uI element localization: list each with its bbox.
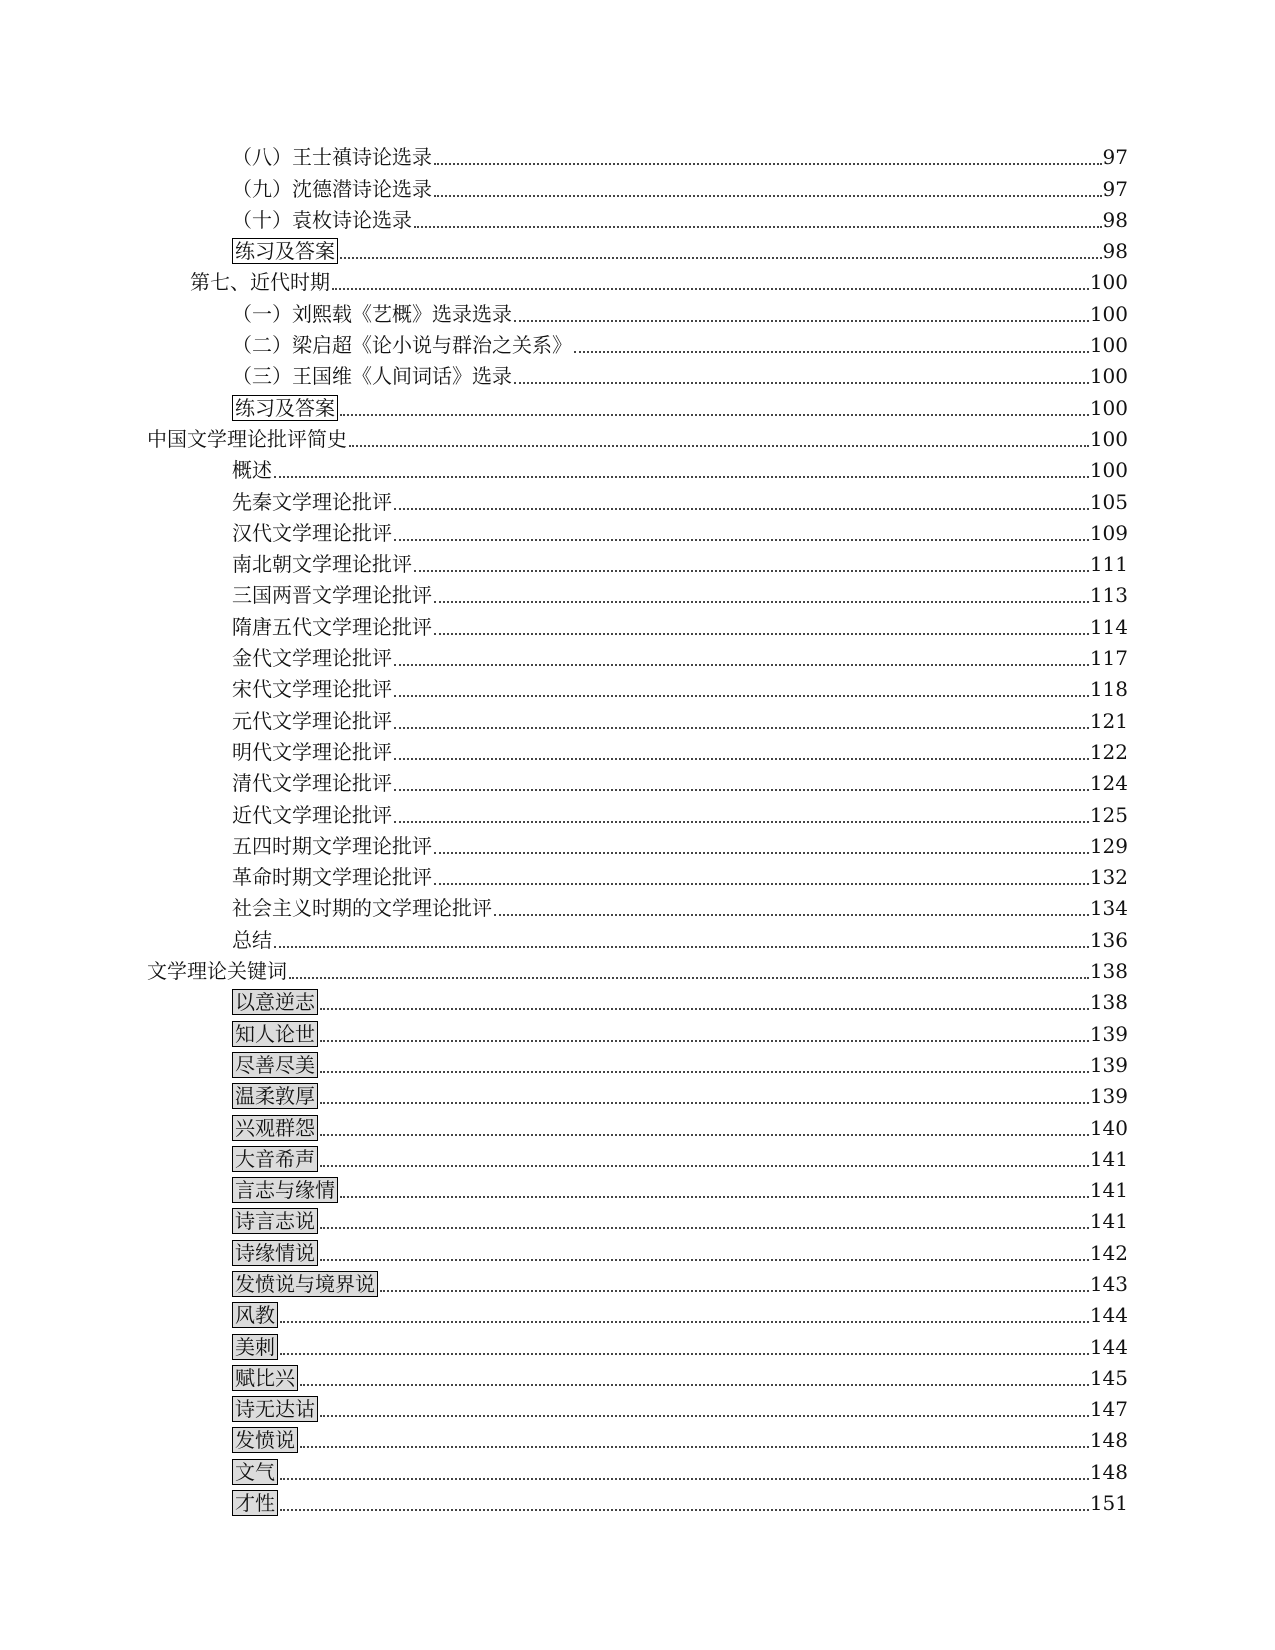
toc-entry-page-number[interactable]: 134 [1089, 896, 1128, 921]
toc-entry[interactable] [0, 828, 1275, 859]
dot-leader [340, 1196, 1089, 1198]
toc-entry-title[interactable]: 近代文学理论批评 [232, 802, 392, 827]
toc-entry[interactable] [0, 1297, 1275, 1328]
toc-entry-page-number[interactable]: 145 [1089, 1365, 1128, 1390]
dot-leader [434, 195, 1102, 197]
toc-entry-title[interactable]: 金代文学理论批评 [232, 646, 392, 671]
dot-leader [320, 1165, 1089, 1167]
dot-leader [574, 351, 1089, 353]
toc-entry-title[interactable]: 南北朝文学理论批评 [232, 552, 412, 577]
toc-entry[interactable] [0, 327, 1275, 358]
toc-entry-page-number[interactable]: 141 [1089, 1146, 1128, 1171]
toc-entry-title[interactable]: 第七、近代时期 [190, 270, 330, 295]
toc-entry[interactable] [0, 1047, 1275, 1078]
toc-entry-page-number[interactable]: 100 [1089, 301, 1128, 326]
toc-entry-page-number[interactable]: 98 [1102, 239, 1128, 264]
toc-entry-title[interactable]: 大音希声 [232, 1146, 318, 1172]
toc-entry-page-number[interactable]: 139 [1089, 1052, 1128, 1077]
toc-entry[interactable] [0, 1015, 1275, 1046]
dot-leader [320, 1008, 1089, 1010]
toc-entry-page-number[interactable]: 118 [1089, 677, 1128, 702]
toc-entry-title[interactable]: （九）沈德潜诗论选录 [232, 176, 432, 201]
toc-entry-page-number[interactable]: 141 [1089, 1178, 1128, 1203]
toc-entry-page-number[interactable]: 100 [1089, 458, 1128, 483]
dot-leader [380, 1290, 1089, 1292]
dot-leader [434, 163, 1102, 165]
toc-entry-page-number[interactable]: 97 [1102, 145, 1128, 170]
dot-leader [340, 257, 1102, 259]
toc-entry[interactable] [0, 796, 1275, 827]
toc-entry-title[interactable]: 中国文学理论批评简史 [147, 426, 347, 451]
toc-entry-title[interactable]: 以意逆志 [232, 989, 318, 1015]
toc-entry[interactable] [0, 202, 1275, 233]
toc-entry-title[interactable]: 赋比兴 [232, 1365, 298, 1391]
toc-entry-page-number[interactable]: 138 [1089, 990, 1128, 1015]
toc-entry-page-number[interactable]: 144 [1089, 1303, 1128, 1328]
toc-entry-title[interactable]: 练习及答案 [232, 395, 338, 421]
dot-leader [394, 789, 1089, 791]
toc-entry[interactable] [0, 1109, 1275, 1140]
toc-entry-title[interactable]: 总结 [232, 927, 272, 952]
toc-entry-title[interactable]: 才性 [232, 1490, 278, 1516]
toc-entry[interactable] [0, 1360, 1275, 1391]
toc-entry[interactable] [0, 953, 1275, 984]
dot-leader [349, 445, 1089, 447]
toc-entry-title[interactable]: 知人论世 [232, 1021, 318, 1047]
toc-entry-page-number[interactable]: 105 [1089, 489, 1128, 514]
toc-entry-title[interactable]: 清代文学理论批评 [232, 771, 392, 796]
dot-leader [394, 508, 1089, 510]
toc-entry[interactable] [0, 921, 1275, 952]
toc-entry-page-number[interactable]: 141 [1089, 1209, 1128, 1234]
dot-leader [280, 1509, 1089, 1511]
toc-entry[interactable] [0, 640, 1275, 671]
toc-entry-title[interactable]: 尽善尽美 [232, 1052, 318, 1078]
toc-entry[interactable] [0, 984, 1275, 1015]
toc-entry-title[interactable]: 宋代文学理论批评 [232, 677, 392, 702]
toc-entry-title[interactable]: 美刺 [232, 1334, 278, 1360]
toc-entry[interactable] [0, 671, 1275, 702]
toc-entry[interactable] [0, 608, 1275, 639]
toc-entry[interactable] [0, 1422, 1275, 1453]
dot-leader [300, 1384, 1089, 1386]
toc-entry[interactable] [0, 483, 1275, 514]
toc-entry-title[interactable]: 发愤说与境界说 [232, 1271, 378, 1297]
toc-entry-page-number[interactable]: 111 [1089, 552, 1128, 577]
toc-entry-page-number[interactable]: 117 [1089, 646, 1128, 671]
toc-entry[interactable] [0, 421, 1275, 452]
toc-entry[interactable] [0, 1453, 1275, 1484]
dot-leader [320, 1227, 1089, 1229]
dot-leader [514, 382, 1089, 384]
dot-leader [340, 414, 1089, 416]
dot-leader [394, 695, 1089, 697]
toc-entry-page-number[interactable]: 113 [1089, 583, 1128, 608]
toc-entry-page-number[interactable]: 122 [1089, 739, 1128, 764]
toc-entry[interactable] [0, 1485, 1275, 1516]
dot-leader [320, 1071, 1089, 1073]
toc-entry[interactable] [0, 233, 1275, 264]
toc-entry[interactable] [0, 170, 1275, 201]
dot-leader [320, 1259, 1089, 1261]
toc-entry-page-number[interactable]: 100 [1089, 270, 1128, 295]
toc-entry-title[interactable]: 风教 [232, 1302, 278, 1328]
toc-entry[interactable] [0, 765, 1275, 796]
toc-entry-page-number[interactable]: 132 [1089, 865, 1128, 890]
toc-entry-title[interactable]: 文气 [232, 1459, 278, 1485]
dot-leader [280, 1353, 1089, 1355]
toc-entry-title[interactable]: 诗言志说 [232, 1208, 318, 1234]
toc-entry[interactable] [0, 389, 1275, 420]
dot-leader [274, 946, 1089, 948]
dot-leader [300, 1446, 1089, 1448]
toc-entry[interactable] [0, 139, 1275, 170]
toc-entry-page-number[interactable]: 142 [1089, 1240, 1128, 1265]
toc-entry-title[interactable]: 练习及答案 [232, 238, 338, 264]
dot-leader [394, 758, 1089, 760]
toc-entry[interactable] [0, 702, 1275, 733]
dot-leader [394, 821, 1089, 823]
dot-leader [280, 1478, 1089, 1480]
toc-entry[interactable] [0, 1266, 1275, 1297]
toc-entry[interactable] [0, 734, 1275, 765]
toc-entry-page-number[interactable]: 98 [1102, 207, 1128, 232]
toc-entry-title[interactable]: 概述 [232, 458, 272, 483]
dot-leader [494, 914, 1089, 916]
toc-entry-page-number[interactable]: 144 [1089, 1334, 1128, 1359]
toc-entry-title[interactable]: （三）王国维《人间词话》选录 [232, 364, 512, 389]
toc-entry-title[interactable]: （十）袁枚诗论选录 [232, 207, 412, 232]
toc-entry[interactable] [0, 1078, 1275, 1109]
toc-entry[interactable] [0, 452, 1275, 483]
dot-leader [434, 852, 1089, 854]
dot-leader [332, 288, 1089, 290]
toc-entry-title[interactable]: 诗缘情说 [232, 1240, 318, 1266]
dot-leader [320, 1102, 1089, 1104]
toc-entry-page-number[interactable]: 109 [1089, 520, 1128, 545]
dot-leader [394, 664, 1089, 666]
dot-leader [280, 1321, 1089, 1323]
toc-entry-page-number[interactable]: 114 [1089, 614, 1128, 639]
table-of-contents [0, 139, 1275, 1516]
toc-entry[interactable] [0, 890, 1275, 921]
toc-entry-page-number[interactable]: 121 [1089, 708, 1128, 733]
dot-leader [289, 977, 1089, 979]
toc-entry[interactable] [0, 577, 1275, 608]
dot-leader [434, 633, 1089, 635]
toc-entry-title[interactable]: 隋唐五代文学理论批评 [232, 614, 432, 639]
toc-entry-title[interactable]: 社会主义时期的文学理论批评 [232, 896, 492, 921]
toc-entry-page-number[interactable]: 100 [1089, 426, 1128, 451]
toc-entry-page-number[interactable]: 148 [1089, 1428, 1128, 1453]
dot-leader [414, 570, 1089, 572]
dot-leader [394, 727, 1089, 729]
toc-entry[interactable] [0, 264, 1275, 295]
dot-leader [394, 539, 1089, 541]
toc-entry-title[interactable]: 发愤说 [232, 1427, 298, 1453]
toc-entry-page-number[interactable]: 100 [1089, 395, 1128, 420]
toc-entry-page-number[interactable]: 125 [1089, 802, 1128, 827]
toc-entry[interactable] [0, 546, 1275, 577]
toc-entry-title[interactable]: 元代文学理论批评 [232, 708, 392, 733]
toc-entry-page-number[interactable]: 97 [1102, 176, 1128, 201]
toc-entry-page-number[interactable]: 136 [1089, 927, 1128, 952]
toc-entry-title[interactable]: 温柔敦厚 [232, 1083, 318, 1109]
toc-entry-title[interactable]: 先秦文学理论批评 [232, 489, 392, 514]
dot-leader [320, 1040, 1089, 1042]
toc-entry[interactable] [0, 1391, 1275, 1422]
toc-entry-title[interactable]: 三国两晋文学理论批评 [232, 583, 432, 608]
dot-leader [414, 226, 1102, 228]
dot-leader [434, 601, 1089, 603]
toc-entry-page-number[interactable]: 139 [1089, 1084, 1128, 1109]
toc-entry-title[interactable]: 五四时期文学理论批评 [232, 833, 432, 858]
toc-entry-page-number[interactable]: 100 [1089, 364, 1128, 389]
toc-entry-page-number[interactable]: 129 [1089, 833, 1128, 858]
toc-entry-title[interactable]: （一）刘熙载《艺概》选录选录 [232, 301, 512, 326]
toc-entry[interactable] [0, 1234, 1275, 1265]
toc-entry-title[interactable]: （八）王士禛诗论选录 [232, 145, 432, 170]
toc-entry-title[interactable]: 文学理论关键词 [147, 959, 287, 984]
toc-entry-title[interactable]: 革命时期文学理论批评 [232, 865, 432, 890]
toc-entry-page-number[interactable]: 124 [1089, 771, 1128, 796]
toc-entry-page-number[interactable]: 139 [1089, 1021, 1128, 1046]
toc-entry[interactable] [0, 515, 1275, 546]
toc-entry-title[interactable]: （二）梁启超《论小说与群治之关系》 [232, 333, 572, 358]
dot-leader [514, 320, 1089, 322]
toc-entry-title[interactable]: 兴观群怨 [232, 1115, 318, 1141]
toc-entry[interactable] [0, 1203, 1275, 1234]
toc-entry-page-number[interactable]: 151 [1089, 1491, 1128, 1516]
toc-entry[interactable] [0, 295, 1275, 326]
dot-leader [274, 476, 1089, 478]
toc-entry[interactable] [0, 1328, 1275, 1359]
toc-entry-title[interactable]: 言志与缘情 [232, 1177, 338, 1203]
dot-leader [434, 883, 1089, 885]
toc-entry-title[interactable]: 明代文学理论批评 [232, 739, 392, 764]
toc-entry-title[interactable]: 诗无达诂 [232, 1396, 318, 1422]
dot-leader [320, 1415, 1089, 1417]
toc-entry-page-number[interactable]: 143 [1089, 1271, 1128, 1296]
toc-entry-page-number[interactable]: 147 [1089, 1397, 1128, 1422]
toc-entry[interactable] [0, 1172, 1275, 1203]
toc-entry[interactable] [0, 1141, 1275, 1172]
dot-leader [320, 1134, 1089, 1136]
toc-entry-page-number[interactable]: 140 [1089, 1115, 1128, 1140]
toc-entry-page-number[interactable]: 138 [1089, 959, 1128, 984]
toc-entry-page-number[interactable]: 100 [1089, 333, 1128, 358]
toc-entry-page-number[interactable]: 148 [1089, 1459, 1128, 1484]
toc-entry-title[interactable]: 汉代文学理论批评 [232, 520, 392, 545]
toc-entry[interactable] [0, 859, 1275, 890]
toc-entry[interactable] [0, 358, 1275, 389]
